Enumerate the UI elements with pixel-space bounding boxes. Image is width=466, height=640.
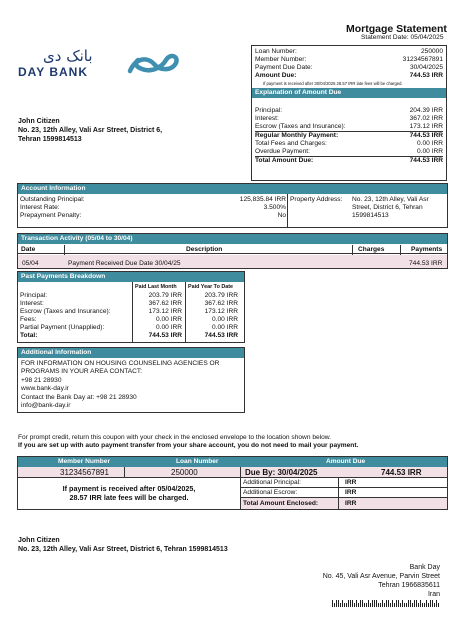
loan-summary-box [251, 45, 447, 181]
customer-address-line2: Tehran 1599814513 [18, 135, 82, 143]
email-link[interactable]: info@bank-day.ir [21, 402, 71, 410]
coupon-values-row [18, 467, 447, 477]
explanation-row: Escrow (Taxes and Insurance): 173.12 IRR [255, 123, 443, 132]
document-title: Mortgage Statement [346, 23, 447, 35]
divider [124, 467, 125, 477]
past-payments-list [20, 292, 238, 340]
amount-due-explanation-list [252, 104, 446, 165]
divider [287, 194, 288, 227]
additional-information-body: FOR INFORMATION ON HOUSING COUNSELING AGENCIES OR PROGRAMS IN YOUR AREA CONTACT: +98 21 28930 www.bank-day.ir Contact the Bank Day at: +98 21 28930 info@bank-day.ir [18, 358, 244, 413]
account-information-section [17, 183, 448, 228]
table-row: 05/04 Payment Received Due Date 30/04/25 744.53 IRR [18, 255, 447, 268]
past-payments-section [17, 271, 245, 343]
explanation-row: Principal: 204.39 IRR [255, 107, 443, 115]
additional-escrow-row: Additional Escrow: IRR [241, 488, 447, 498]
col-paid-ytd: Paid Year To Date [188, 284, 234, 290]
col-payments: Payments [411, 246, 443, 253]
statement-date: Statement Date: 05/04/2025 [361, 34, 444, 41]
account-values [20, 196, 286, 220]
table-row: Total: 744.53 IRR 744.53 IRR [20, 332, 238, 340]
payment-coupon [17, 456, 448, 510]
coupon-extra-rows [241, 478, 447, 509]
explanation-row: Total Fees and Charges: 0.00 IRR [255, 140, 443, 148]
property-address-label: Property Address: [290, 196, 343, 203]
additional-principal-row: Additional Principal: IRR [241, 478, 447, 488]
loan-number-row: Loan Number: 250000 [255, 48, 443, 55]
coupon-member-number: 31234567891 [60, 468, 109, 477]
past-payments-header: Past Payments Breakdown [18, 272, 244, 282]
customer-address-line1: No. 23, 12th Alley, Vali Asr Street, District 6, [18, 126, 163, 134]
additional-information-section [17, 347, 245, 413]
table-row: Partial Payment (Unapplied): 0.00 IRR 0.00 IRR [20, 324, 238, 332]
divider [185, 282, 186, 342]
coupon-instructions: For prompt credit, return this coupon with your check in the enclosed envelope to the location shown below. If you are set up with auto payment transfer from your share account, you do not need to mail your payment. [18, 434, 359, 450]
bank-mailing-address: Bank Day No. 45, Vali Asr Avenue, Parvin Street Tehran 1966835611 Iran [322, 564, 440, 599]
table-row: Principal: 203.79 IRR 203.79 IRR [20, 292, 238, 299]
member-number-row: Member Number: 31234567891 [255, 56, 443, 64]
transaction-activity-section [17, 233, 448, 269]
coupon-amount-due: 744.53 IRR [381, 468, 422, 477]
col-date: Date [21, 246, 36, 253]
amount-due-explanation-header: Explanation of Amount Due [252, 88, 446, 98]
outstanding-principal-row: Outstanding Principal: 125,835.84 IRR [20, 196, 286, 203]
explanation-row: Interest: 367.02 IRR [255, 115, 443, 123]
coupon-header-bar: Member Number Loan Number Amount Due [18, 457, 447, 467]
table-row: Escrow (Taxes and Insurance): 173.12 IRR 173.12 IRR [20, 308, 238, 316]
customer-address-block [18, 118, 162, 144]
transaction-table-header [18, 245, 447, 254]
explanation-row: Overdue Payment: 0.00 IRR [255, 148, 443, 157]
account-information-header: Account Information [18, 184, 447, 194]
col-paid-last-month: Paid Last Month [135, 284, 177, 290]
additional-information-header: Additional Information [18, 348, 244, 358]
col-charges: Charges [358, 246, 385, 253]
late-fee-notice-small: If payment is received after 30/04/2025 28.57 IRR late fees will be charged. [263, 81, 403, 87]
property-address: No. 23, 12th Alley, Vali Asr Street, District 6, Tehran 1599814513 [352, 196, 429, 220]
divider [338, 478, 339, 509]
coupon-late-fee-notice: If payment is received after 05/04/2025, 28.57 IRR late fees will be charged. [62, 484, 196, 503]
logo-mark-icon [126, 51, 182, 77]
explanation-row: Total Amount Due: 744.53 IRR [255, 157, 443, 165]
col-description: Description [186, 246, 223, 253]
coupon-due-by: Due By: 30/04/2025 [245, 468, 318, 477]
explanation-row: Regular Monthly Payment: 744.53 IRR [255, 132, 443, 140]
interest-rate-row: Interest Rate: 3.500% [20, 204, 286, 212]
logo-text: DAY BANK [18, 65, 89, 79]
divider [132, 282, 133, 342]
customer-name: John Citizen [18, 118, 60, 125]
bank-logo [18, 47, 178, 81]
payment-due-date-row: Payment Due Date: 30/04/2025 [255, 64, 443, 72]
amount-due-row: Amount Due: 744.53 IRR [255, 72, 443, 80]
coupon-customer-address: John Citizen No. 23, 12th Alley, Vali Asr Street, District 6, Tehran 1599814513 [18, 537, 228, 554]
table-row: Fees: 0.00 IRR 0.00 IRR [20, 316, 238, 324]
prepayment-penalty-row: Prepayment Penalty: No [20, 212, 286, 220]
total-amount-enclosed-row: Total Amount Enclosed: IRR [241, 498, 447, 509]
transaction-activity-header: Transaction Activity (05/04 to 30/04) [18, 234, 447, 244]
coupon-loan-number: 250000 [171, 468, 198, 477]
postal-barcode-icon [332, 600, 442, 608]
logo-script-text: بانک دی [43, 47, 93, 65]
table-row: Interest: 367.62 IRR 367.62 IRR [20, 300, 238, 308]
website-link[interactable]: www.bank-day.ir [21, 385, 69, 393]
